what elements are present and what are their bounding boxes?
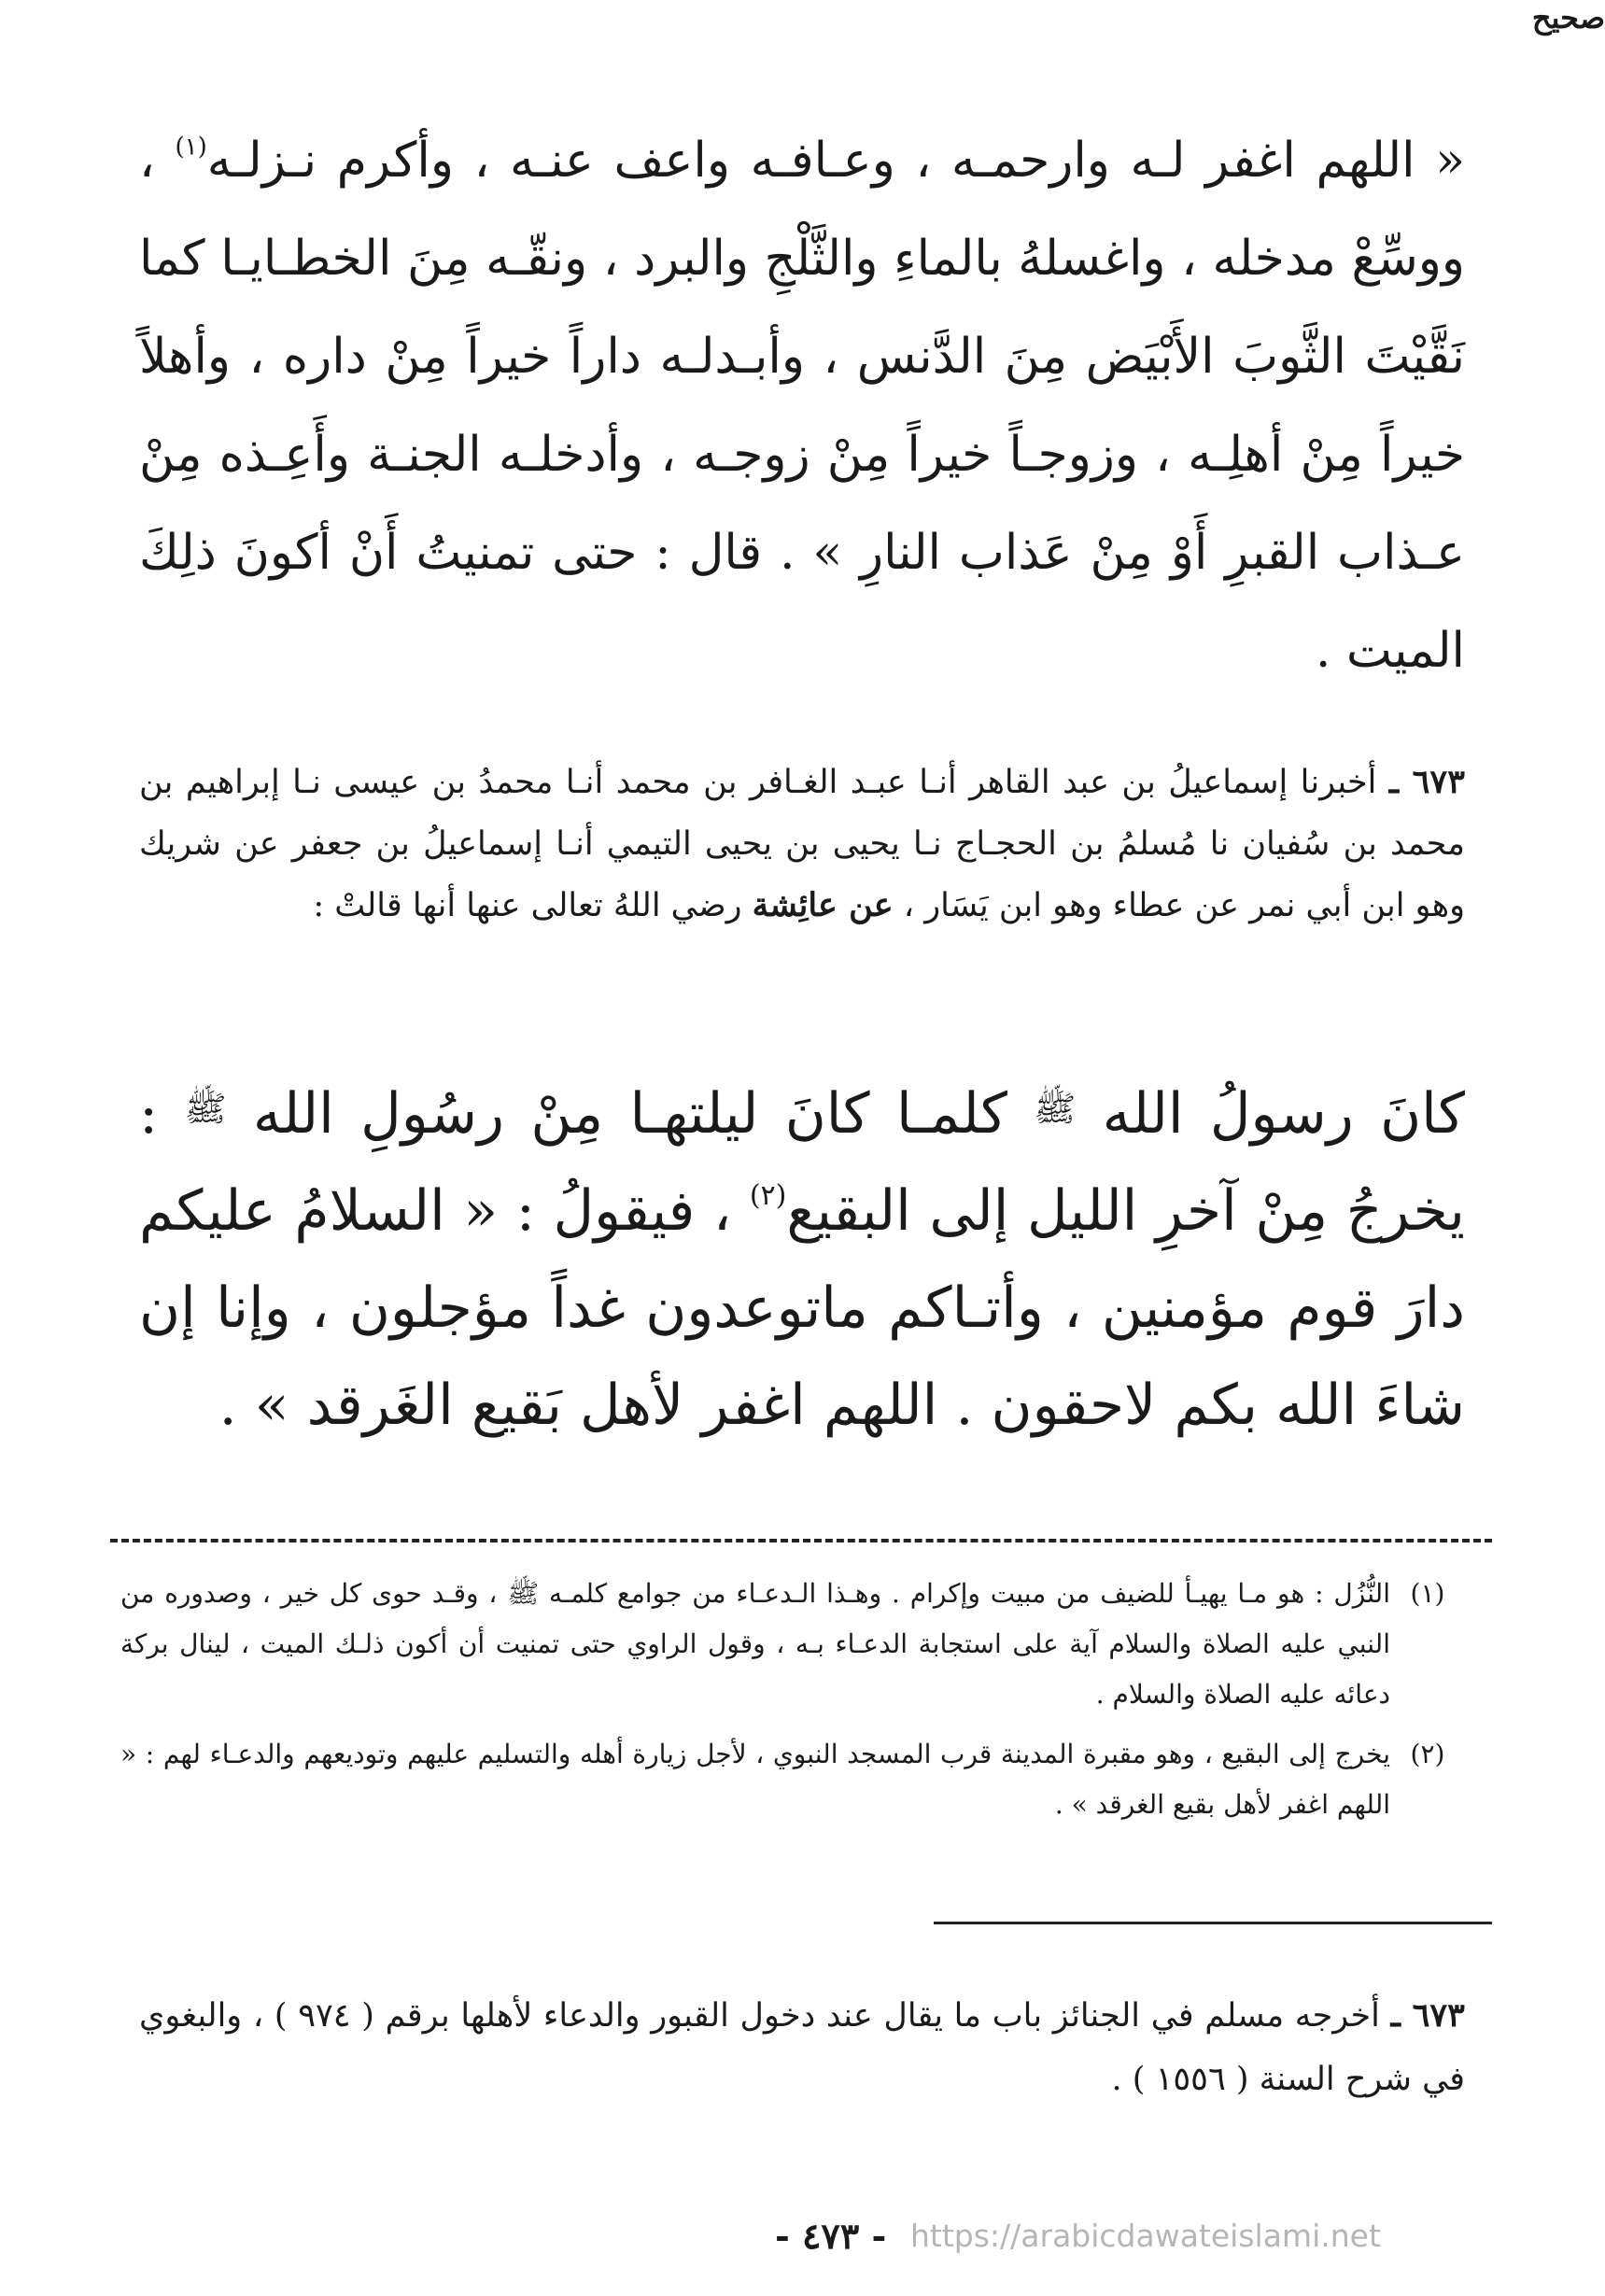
hadith-673-matn — [139, 1060, 1465, 1454]
watermark-url[interactable]: https://arabicdawateislami.net — [910, 2218, 1381, 2254]
hadith-text-part: « اللهم اغفر لـه وارحمـه ، وعـافـه واعف عنـه ، وأكرم نـزلـه — [206, 133, 1466, 189]
footnote-text: يخرج إلى البقيع ، وهو مقبرة المدينة قرب المسجد النبوي ، لأجل زيارة أهله والتسليم عليهم وتوديعهم والدعـاء لهم : « اللهم اغفر لأهل بقيع الغرقد » . — [120, 1739, 1390, 1820]
matn-text: كلمـا كانَ ليلتهـا مِنْ رسُولِ الله — [252, 1081, 1007, 1148]
takhrij-text: أخرجه مسلم في الجنائز باب ما يقال عند دخول القبور والدعاء لأهلها برقم ( ٩٧٤ ) ، والبغوي في شرح السنة ( ١٥٥٦ ) . — [139, 1997, 1465, 2098]
hadith-text-part: ، ووسِّعْ مدخله ، واغسلهُ بالماءِ والثَّلْجِ والبرد ، ونقّـه مِنَ الخطـايـا كما نَقَّيْتَ الثَّوبَ الأَبْيَض مِنَ الدَّنس ، وأبـدلـه داراً خيراً مِنْ داره ، وأهلاً خيراً مِنْ أهلِـه ، وزوجـاً خيراً مِنْ زوجـه ، وأدخلـه الجنـة وأَعِـذه مِنْ عـذاب القبرِ أَوْ مِنْ عَذاب النارِ » . قال : حتى تمنيتُ أَنْ أكونَ ذلِكَ الميت . — [139, 133, 1465, 679]
footnote-mark: (١) — [1410, 1578, 1445, 1609]
footnote-ref-1[interactable]: (١) — [175, 133, 207, 162]
footnote-ref-2[interactable]: (٢) — [749, 1179, 787, 1213]
isnad-text: رضي اللهُ تعالى عنها أنها قالتْ : — [313, 887, 742, 924]
page-number: - ٤٧٣ - — [775, 2215, 887, 2257]
salla-ligature-icon: ﷺ — [184, 1088, 227, 1129]
matn-text: : يخرجُ مِنْ آخرِ الليل إلى البقيع — [139, 1081, 1466, 1245]
takhrij-number: ٦٧٣ ـ — [1390, 1996, 1465, 2035]
matn-text: ، فيقولُ : « السلامُ عليكم دارَ قوم مؤمنين ، وأتـاكم ماتوعدون غداً مؤجلون ، وإنا إن شاءَ الله بكم لاحقون . اللهم اغفر لأهل بَقيع الغَرقد » . — [139, 1178, 1465, 1439]
hadith-number: ٦٧٣ ـ — [1388, 763, 1465, 801]
footnote-text: النُّزُل : هو مـا يهيـأ للضيف من مبيت وإكرام . وهـذا الـدعـاء من جوامع كلمـه ﷺ ، وقـد حوى كل خير ، وصدوره من النبي عليه الصلاة والسلام آية على استجابة الدعـاء بـه ، وقول الراوي حتى تمنيت أن أكون ذلـك الميت ، لينال بركة دعائه عليه الصلاة والسلام . — [120, 1578, 1390, 1710]
takhrij-note — [139, 1984, 1465, 2111]
footnotes — [120, 1569, 1465, 1839]
matn-text: كانَ رسولُ الله — [1102, 1081, 1465, 1148]
footnote-item — [120, 1569, 1465, 1720]
isnad-text: أخبرنا إسماعيلُ بن عبد القاهر أنـا عبـد الغـافر بن محمد أنـا محمدُ بن عيسى نـا إبراهيم بن محمد بن سُفيان نا مُسلمُ بن الحجـاج نـا يحيى بن يحيى التيمي أنـا إسماعيلُ بن جعفر عن شريك وهو ابن أبي نمر عن عطاء وهو ابن يَسَار ، — [139, 764, 1465, 924]
takhrij-separator — [934, 1922, 1492, 1924]
narrator-name: عن عائِشة — [752, 886, 894, 924]
hadith-grade: صحيح — [1531, 0, 1605, 35]
hadith-673-isnad — [139, 752, 1465, 937]
footnote-separator-dashed — [110, 1539, 1492, 1542]
footnote-mark: (٢) — [1410, 1739, 1445, 1769]
footnote-item — [120, 1729, 1465, 1830]
salla-ligature-icon: ﷺ — [1034, 1088, 1077, 1129]
hadith-672-text — [139, 112, 1465, 700]
